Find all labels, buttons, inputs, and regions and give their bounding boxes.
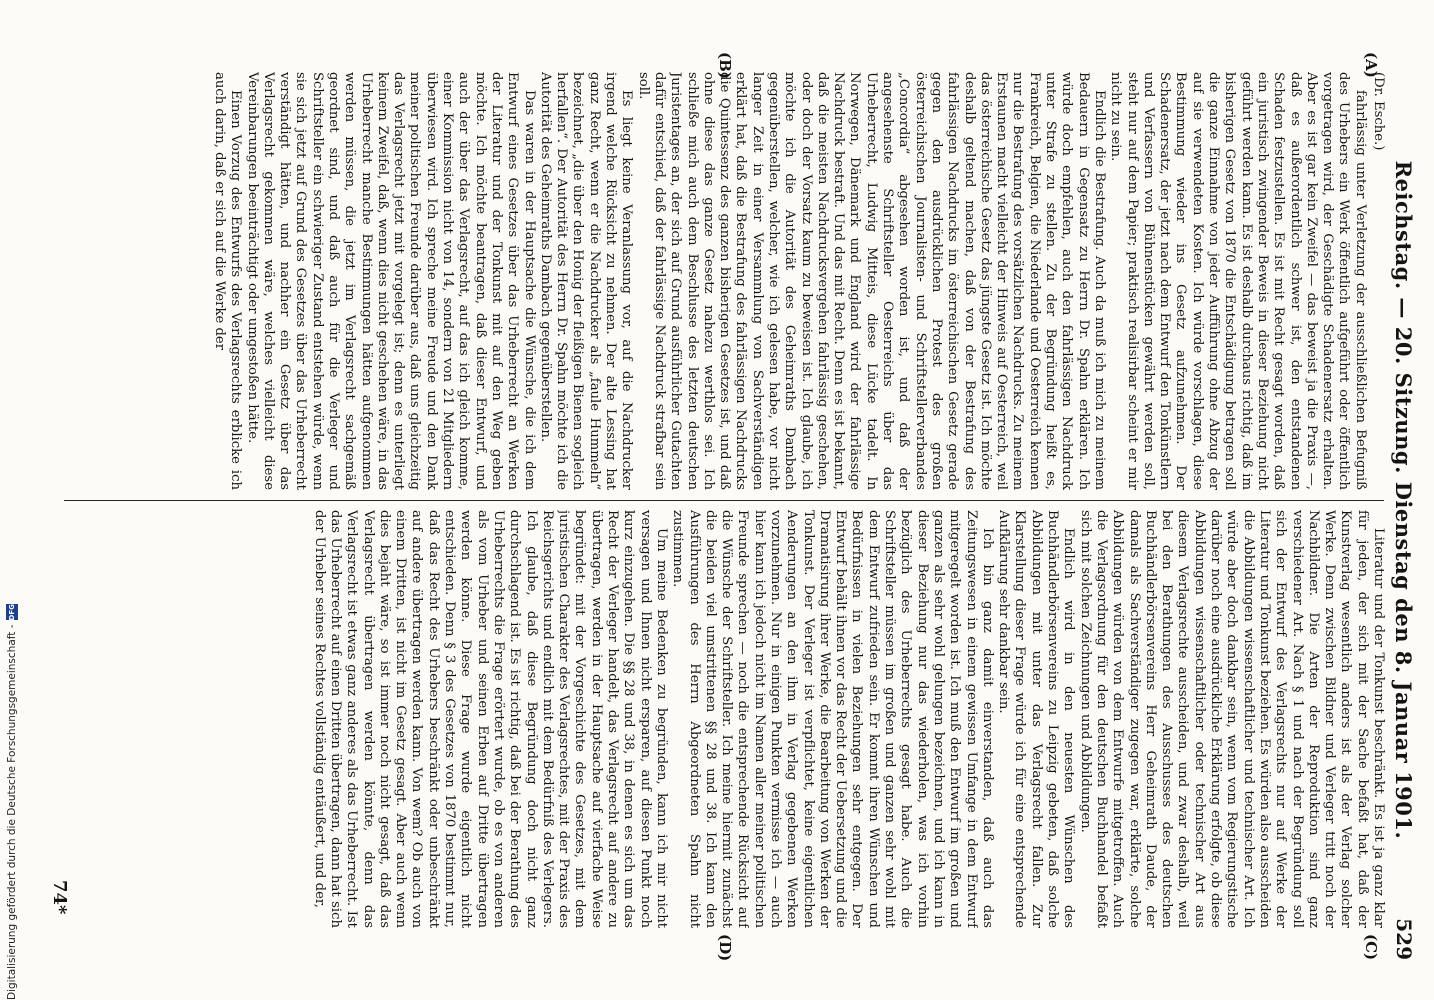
- credit-text: Digitalisierung gefördert durch die Deutsche Forschungsgemeinschaft -: [6, 624, 18, 1000]
- digitization-credit: [2, 580, 22, 1000]
- margin-mark-c: (C): [1362, 934, 1380, 961]
- page-header: [1386, 0, 1432, 1000]
- margin-mark-b: (B): [716, 52, 734, 79]
- column-divider: [64, 500, 1384, 501]
- paragraph: Literatur und der Tonkunst beschränkt. Es ist ja ganz klar für jeden, der sich mit der Sache befaßt hat, daß der Kunstverlag wesentlich anders ist als der Verlag solcher Werke. Denn zwischen Bildner und Verleger tritt noch der Nachbildner. Die Arten der Reproduktion sind ganz verschiedener Art. Nach § 1 und nach der Begründung soll sich der Entwurf des Verlagsrechts nur auf Werke der Literatur und Tonkunst beziehen. Es würden also ausscheiden die Abbildungen wissenschaftlicher und technischer Art. Ich würde aber doch dankbar sein, wenn vom Regierungstische darüber noch eine ausdrückliche Erklärung erfolgte, ob diese Abbildungen wissenschaftlicher oder technischer Art aus diesem Verlagsrechte ausscheiden, und zwar deshalb, weil bei den Berathungen des Ausschusses des deutschen Buchhändlerbörsenvereins Herr Geheimrath Daude, der damals als Sachverständiger zugegen war, erklärte, solche Abbildungen würden von dem Entwurfe mitgetroffen. Auch die Verlagsordnung für den deutschen Buchhandel befaßt sich mit solchen Zeichnungen und Abbildungen.: [1077, 510, 1386, 928]
- dfg-logo-icon: DFG: [8, 604, 16, 621]
- right-column: [56, 510, 1386, 928]
- speaker-label: (Dr. Esche.): [1371, 72, 1386, 151]
- paragraph: Das waren in der Hauptsache die Wünsche, die ich dem Entwurf eines Gesetzes über das Urheberrecht an Werken der Literatur und der Tonkunst mit auf den Weg geben möchte. Ich möchte beantragen, daß dieser Entwurf, und auch der über das Verlagsrecht, auf das ich gleich komme, einer Kommission nicht von 14, sondern von 21 Mitgliedern überwiesen wird. Ich spreche meine Freude und den Dank meiner politischen Freunde darüber aus, daß uns gleichzeitig das Verlagsrecht jetzt mit vorgelegt ist; denn es unterliegt keinem Zweifel, daß, wenn dies nicht geschehen wäre, in das Urheberrecht manche Bestimmungen hätten aufgenommen werden müssen, die jetzt im Verlagsrecht sachgemäß geordnet sind, und daß auch für die Verleger und Schriftsteller ein schwieriger Zustand entstehen würde, wenn sie sich jetzt auf Grund des Gesetzes über das Urheberrecht verständigt hätten, und nachher ein Gesetz über das Verlagsrecht gekommen wäre, welches vielleicht diese Vereinbarungen beeinträchtigt oder umgestoßen hätte.: [244, 72, 537, 490]
- paragraph: Es liegt keine Veranlassung vor, auf die Nachdrucker irgend welche Rücksicht zu nehmen. Der alte Lessing hat ganz Recht, wenn er die Nachdrucker als „faule Hummeln“ bezeichnet, „die über den Honig der fleißigen Bienen sogleich herfallen“. Der Autorität des Herrn Dr. Spahn möchte ich die Autorität des Geheimraths Dambach gegenüberstellen.: [537, 72, 635, 490]
- paragraph: Endlich wird in den neuesten Wünschen des Buchhändlerbörsenvereins zu Leipzig gebeten, daß solche Abbildungen mit unter das Verlagsrecht fallen. Zur Klarstellung dieser Frage würde ich für eine entsprechende Aufklärung sehr dankbar sein.: [996, 510, 1077, 928]
- sheet-signature: 74*: [49, 880, 70, 915]
- running-title: Reichstag. — 20. Sitzung. Dienstag den 8. Januar 1901.: [1391, 160, 1416, 840]
- left-column: [56, 72, 1386, 490]
- margin-mark-d: (D): [716, 934, 734, 962]
- paragraph: Um meine Bedenken zu begründen, kann ich mir nicht versagen und Ihnen nicht ersparen, auf diesen Punkt noch kurz einzugehen. Die §§ 28 und 38, in denen es sich um das Recht der Verleger handelt, das Verlagsrecht auf andere zu übertragen, werden in der Hauptsache auf vierfache Weise begründet: mit der Vorgeschichte des Gesetzes, mit dem juristischen Charakter des Verlagsrechtes, mit der Praxis des Reichsgerichts und endlich mit dem Bedürfniß des Verlegers. Ich glaube, daß diese Begründung doch nicht ganz durchschlagend ist. Es ist richtig, daß bei der Berathung des Urheberrechts die Frage erörtert wurde, ob es von anderen als vom Urheber und seinen Erben auf Dritte übertragen werden könne. Diese Frage wurde eigentlich nicht entschieden. Denn § 3 des Gesetzes von 1870 bestimmt nur, daß das Recht des Urhebers beschränkt oder unbeschränkt auf andere übertragen werden kann. Von wem? Ob auch von einem Dritten, ist nicht im Gesetz gesagt. Aber auch wenn dies bejaht wäre, so ist immer noch nicht gesagt, daß das Verlagsrecht übertragen werden könnte, denn das Verlagsrecht ist etwas ganz anderes als das Urheberrecht. Ist das Urheberrecht auf einen Dritten übertragen, dann hat sich der Urheber seines Rechtes vollständig entäußert, und der,: [311, 510, 669, 928]
- paragraph: fahrlässig unter Verletzung der ausschließlichen Befugniß des Urhebers ein Werk öffentlich aufgeführt oder öffentlich vorgetragen wird, der Geschädigte Schadenersatz erhalten. Aber es ist gar kein Zweifel — das beweist ja die Praxis —, daß es außerordentlich schwer ist, den entstandenen Schaden festzustellen. Es ist mit Recht gesagt worden, daß ein juristisch zwingender Beweis in dieser Beziehung nicht geführt werden kann. Es ist deshalb durchaus richtig, daß im bisherigen Gesetz von 1870 die Entschädigung betragen soll die ganze Einnahme von jeder Aufführung ohne Abzug der auf sie verwendeten Kosten. Ich würde vorschlagen, diese Bestimmung wieder ins Gesetz aufzunehmen. Der Schadenersatz, der jetzt nach dem Entwurf den Tonkünstlern und Verfassern von Bühnenstücken gewährt werden soll, steht nur auf dem Papier; praktisch realisirbar scheint er mir nicht zu sein.: [1108, 72, 1368, 490]
- margin-mark-a: (A): [1362, 52, 1380, 78]
- paragraph: Ich bin ganz damit einverstanden, daß auch das Zeitungswesen in einem gewissen Umfange in dem Entwurf mitgeregelt worden ist. Ich muß den Entwurf im großen und ganzen als sehr wohl gelungen bezeichnen, und ich kann in dieser Beziehung nur das wiederholen, was ich vorhin bezüglich des Urheberrechts gesagt habe. Auch die Schriftsteller müssen im großen und ganzen sehr wohl mit dem Entwurf zufrieden sein. Er kommt ihren Wünschen und Bedürfnissen in vielen Beziehungen sehr entgegen. Der Entwurf behält ihnen vor das Recht der Uebersetzung und die Dramatisirung ihrer Werke, die Bearbeitung von Werken der Tonkunst. Der Verleger ist verpflichtet, keine eigentlichen Aenderungen an den ihm in Verlag gegebenen Werken vorzunehmen. Nur in einigen Punkten vermisse ich — auch hier kann ich jedoch nicht im Namen aller meiner politischen Freunde sprechen — noch die entsprechende Rücksicht auf die Wünsche der Schriftsteller. Ich meine hiermit zunächst die beiden viel umstrittenen §§ 28 und 38. Ich kann den Ausführungen des Herrn Abgeordneten Spahn nicht zustimmen.: [670, 510, 995, 928]
- paragraph: Endlich die Bestrafung. Auch da muß ich mich zu meinem Bedauern in Gegensatz zu Herrn Dr. Spahn erklären. Ich würde doch empfehlen, auch den fahrlässigen Nachdruck unter Strafe zu stellen. Zu der Begründung heißt es, Frankreich, Belgien, die Niederlande und Oesterreich kennen nur die Bestrafung des vorsätzlichen Nachdrucks. Zu meinem Erstaunen macht vielleicht der Hinweis auf Oesterreich, weil das österreichische Gesetz das jüngste Gesetz ist. Ich möchte deshalb geltend machen, daß von der Bestrafung des fahrlässigen Nachdrucks im österreichischen Gesetz gerade gegen den ausdrücklichen Protest des großen österreichischen Journalisten- und Schriftstellerverbandes „Concordia“ abgesehen worden ist, und daß der angesehenste Schriftsteller Oesterreichs über das Urheberrecht, Ludwig Mitteis, diese Lücke tadelt. In Norwegen, Dänemark und England wird der fahrlässige Nachdruck bestraft. Und das mit Recht. Denn es ist bekannt, daß die meisten Nachdrucksvergehen fahrlässig geschehen, oder doch der Vorsatz kaum zu beweisen ist. Ich glaube, ich möchte ich die Autorität des Geheimraths Dambach gegenüberstellen, welcher, wie ich gelesen habe, vor nicht langer Zeit in einer Versammlung von Sachverständigen erklärt hat, daß die Bestrafung des fahrlässigen Nachdrucks die Quintessenz des ganzen bisherigen Gesetzes ist, und daß ohne diese das ganze Gesetz nahezu werthlos sei. Ich schließe mich auch dem Beschlusse des letzten deutschen Juristentages an, der sich auf Grund ausführlicher Gutachten dafür entschied, daß der fahrlässige Nachdruck strafbar sein soll.: [635, 72, 1107, 490]
- paragraph: Einen Vorzug des Entwurfs des Verlagsrechts erblicke ich auch darin, daß er sich auf die Werke der: [211, 72, 244, 490]
- page-number: 529: [1392, 918, 1416, 960]
